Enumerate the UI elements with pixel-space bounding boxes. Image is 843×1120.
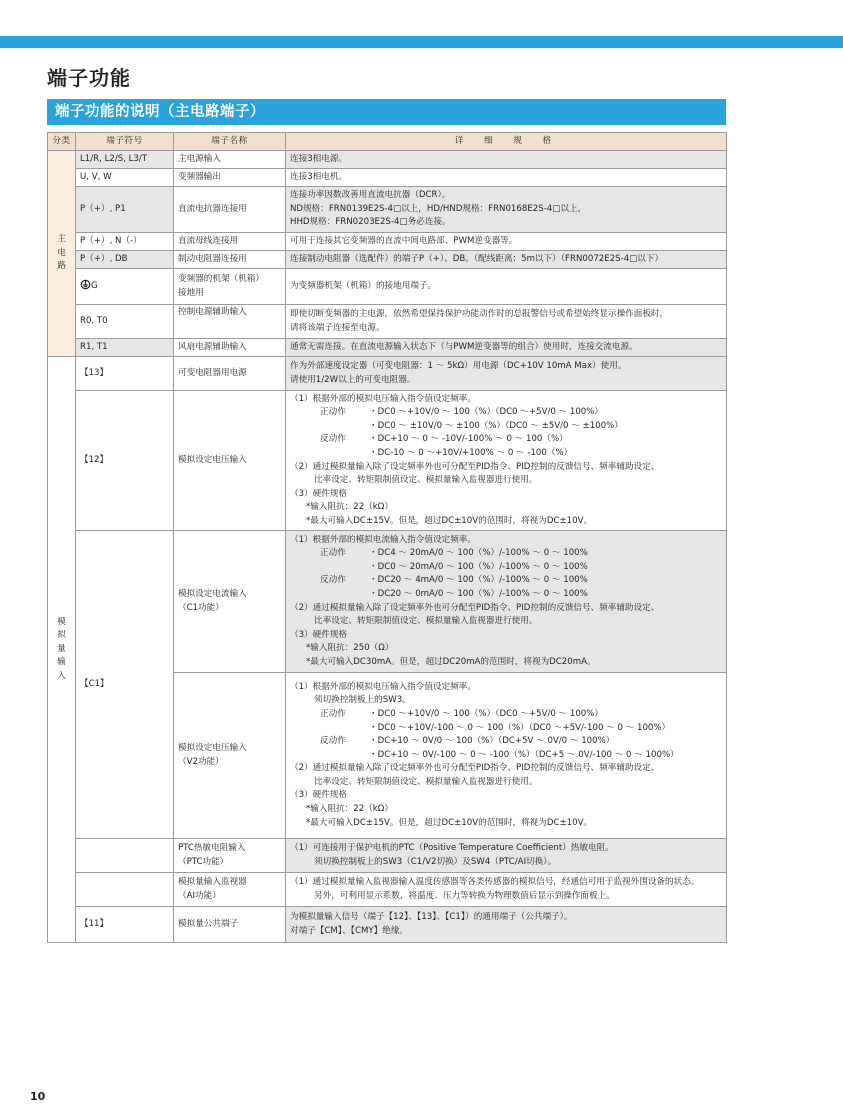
terminal-name: PTC热敏电阻输入 （PTC功能） bbox=[174, 839, 286, 873]
table-header-row bbox=[48, 133, 727, 151]
terminal-detail: （1）可连接用于保护电机的PTC（Positive Temperature Coefficient）热敏电阻。 须切换控制板上的SW3（C1/V2切换）及SW4（PTC/AI切换）。 bbox=[286, 839, 727, 873]
terminal-detail: 为模拟量输入信号（端子【12】、【13】、【C1】）的通用端子（公共端子）。 对端子【CM】、【CMY】绝缘。 bbox=[286, 907, 727, 943]
terminal-symbol: G bbox=[76, 269, 174, 305]
top-accent-bar bbox=[0, 36, 843, 48]
terminal-name: 可变电阻器用电源 bbox=[174, 357, 286, 391]
header-name: 端子名称 bbox=[174, 133, 286, 151]
terminal-symbol: R1, T1 bbox=[76, 339, 174, 357]
terminal-detail: （1）根据外部的模拟电压输入指令值设定频率。 须切换控制板上的SW3。 正动作 ・DC0 ～+10V/0 ～ 100（%）（DC0 ～+5V/0 ～ 100%） ・DC0 ～+10V/-100 ～ 0 ～ 100（%）（DC0 ～+5V/-100 ～ 0 ～ 100%） 反动作 ・DC+10 ～ 0V/0 ～ 100（%）（DC+5V ～ 0V/0 ～ 100%） ・DC+10 ～ 0V/-100 ～ 0 ～ -100（%）（DC+5 ～ 0V/-100 ～ 0 ～ 100%） （2）通过模拟量输入除了设定频率外也可分配至PID指令、PID控制的反馈信号、频率辅助设定、 比率设定、转矩限制值设定、模拟量输入监视器进行使用。 （3）硬件规格 *输入阻抗：22（kΩ） *最大可输入DC±15V。但是，超过DC±10V的范围时，将视为DC±10V。 bbox=[286, 673, 727, 839]
table-row bbox=[48, 305, 727, 339]
terminal-symbol: P（+）, DB bbox=[76, 251, 174, 269]
terminal-name: 模拟设定电压输入 bbox=[174, 391, 286, 531]
header-symbol: 端子符号 bbox=[76, 133, 174, 151]
table-row bbox=[48, 251, 727, 269]
terminal-symbol: U, V, W bbox=[76, 169, 174, 187]
terminal-detail: （1）通过模拟量输入监视器输入温度传感器等各类传感器的模拟信号，经通信可用于监视外围设备的状态。 另外，可利用显示系数，将温度、压力等转换为物理数值后显示到操作面板上。 bbox=[286, 873, 727, 907]
terminal-symbol bbox=[76, 873, 174, 907]
page-title: 端子功能 bbox=[47, 66, 131, 90]
terminal-name: 模拟量输入监视器 （AI功能） bbox=[174, 873, 286, 907]
table-row bbox=[48, 339, 727, 357]
table-row bbox=[48, 907, 727, 943]
terminal-detail: （1）根据外部的模拟电流输入指令值设定频率。 正动作 ・DC4 ～ 20mA/0 ～ 100（%）/-100% ～ 0 ～ 100% ・DC0 ～ 20mA/0 ～ 100（%）/-100% ～ 0 ～ 100% 反动作 ・DC20 ～ 4mA/0 ～ 100（%）/-100% ～ 0 ～ 100% ・DC20 ～ 0mA/0 ～ 100（%）/-100% ～ 0 ～ 100% （2）通过模拟量输入除了设定频率外也可分配至PID指令、PID控制的反馈信号、频率辅助设定、 比率设定、转矩限制值设定、模拟量输入监视器进行使用。 （3）硬件规格 *输入阻抗：250（Ω） *最大可输入DC30mA。但是，超过DC20mA的范围时，将视为DC20mA。 bbox=[286, 531, 727, 673]
terminal-detail: 连接3相电机。 bbox=[286, 169, 727, 187]
terminal-symbol bbox=[76, 839, 174, 873]
terminal-detail: 连接3相电源。 bbox=[286, 151, 727, 169]
section-banner: 端子功能的说明（主电路端子） bbox=[47, 99, 726, 125]
category-main-circuit: 主电路 bbox=[48, 151, 76, 357]
terminal-symbol: 【11】 bbox=[76, 907, 174, 943]
terminal-detail: 为变频器机架（机箱）的接地用端子。 bbox=[286, 269, 727, 305]
terminal-symbol: 【C1】 bbox=[76, 531, 174, 839]
table-row bbox=[48, 357, 727, 391]
terminal-name: 变频器输出 bbox=[174, 169, 286, 187]
terminal-detail: 可用于连接其它变频器的直流中间电路部、PWM逆变器等。 bbox=[286, 233, 727, 251]
terminal-name: 直流母线连接用 bbox=[174, 233, 286, 251]
terminal-detail: 连接制动电阻器（选配件）的端子P（+）、DB。（配线距离：5m以下）（FRN0072E2S-4□以下） bbox=[286, 251, 727, 269]
table-row bbox=[48, 269, 727, 305]
terminal-name: 模拟量公共端子 bbox=[174, 907, 286, 943]
table-row bbox=[48, 233, 727, 251]
terminal-detail: 作为外部速度设定器（可变电阻器：1 ～ 5kΩ）用电源（DC+10V 10mA Max）使用。 请使用1/2W以上的可变电阻器。 bbox=[286, 357, 727, 391]
terminal-symbol: L1/R, L2/S, L3/T bbox=[76, 151, 174, 169]
header-detail: 详 细 规 格 bbox=[286, 133, 727, 151]
category-analog-input: 模拟量输入 bbox=[48, 357, 76, 943]
table-row bbox=[48, 839, 727, 873]
terminal-symbol: R0, T0 bbox=[76, 305, 174, 339]
ground-icon bbox=[80, 279, 91, 290]
table-row bbox=[48, 873, 727, 907]
terminal-name: 变频器的机架（机箱） 接地用 bbox=[174, 269, 286, 305]
table-row bbox=[48, 391, 727, 531]
terminal-name: 主电源输入 bbox=[174, 151, 286, 169]
table-row bbox=[48, 531, 727, 673]
terminal-detail: 连接功率因数改善用直流电抗器（DCR）。 ND规格：FRN0139E2S-4□以上，HD/HND规格：FRN0168E2S-4□以上， HHD规格：FRN0203E2S-4□务必连接。 bbox=[286, 187, 727, 233]
terminal-symbol: P（+）, P1 bbox=[76, 187, 174, 233]
terminal-symbol: 【13】 bbox=[76, 357, 174, 391]
header-category: 分类 bbox=[48, 133, 76, 151]
terminal-name: 制动电阻器连接用 bbox=[174, 251, 286, 269]
terminal-name: 控制电源辅助输入 bbox=[174, 305, 286, 339]
terminal-detail: 通常无需连接。在直流电源输入状态下（与PWM逆变器等的组合）使用时，连接交流电源。 bbox=[286, 339, 727, 357]
table-row bbox=[48, 169, 727, 187]
terminal-name: 风扇电源辅助输入 bbox=[174, 339, 286, 357]
terminal-name: 模拟设定电压输入 （V2功能） bbox=[174, 673, 286, 839]
terminal-symbol: 【12】 bbox=[76, 391, 174, 531]
terminal-detail: （1）根据外部的模拟电压输入指令值设定频率。 正动作 ・DC0 ～+10V/0 ～ 100（%）（DC0 ～+5V/0 ～ 100%） ・DC0 ～ ±10V/0 ～ ±100（%）（DC0 ～ ±5V/0 ～ ±100%） 反动作 ・DC+10 ～ 0 ～ -10V/-100% ～ 0 ～ 100（%） ・DC-10 ～ 0 ～+10V/+100% ～ 0 ～ -100（%） （2）通过模拟量输入除了设定频率外也可分配至PID指令、PID控制的反馈信号、频率辅助设定、 比率设定、转矩限制值设定、模拟量输入监视器进行使用。 （3）硬件规格 *输入阻抗：22（kΩ） *最大可输入DC±15V。但是，超过DC±10V的范围时，将视为DC±10V。 bbox=[286, 391, 727, 531]
terminal-symbol: P（+）, N（-） bbox=[76, 233, 174, 251]
page-number: 10 bbox=[30, 1090, 46, 1103]
table-row bbox=[48, 187, 727, 233]
terminal-spec-table bbox=[47, 132, 727, 943]
terminal-name: 直流电抗器连接用 bbox=[174, 187, 286, 233]
terminal-name: 模拟设定电流输入 （C1功能） bbox=[174, 531, 286, 673]
terminal-detail: 即使切断变频器的主电源，依然希望保持保护功能动作时的总报警信号或希望始终显示操作面板时， 请将该端子连接至电源。 bbox=[286, 305, 727, 339]
table-row bbox=[48, 151, 727, 169]
